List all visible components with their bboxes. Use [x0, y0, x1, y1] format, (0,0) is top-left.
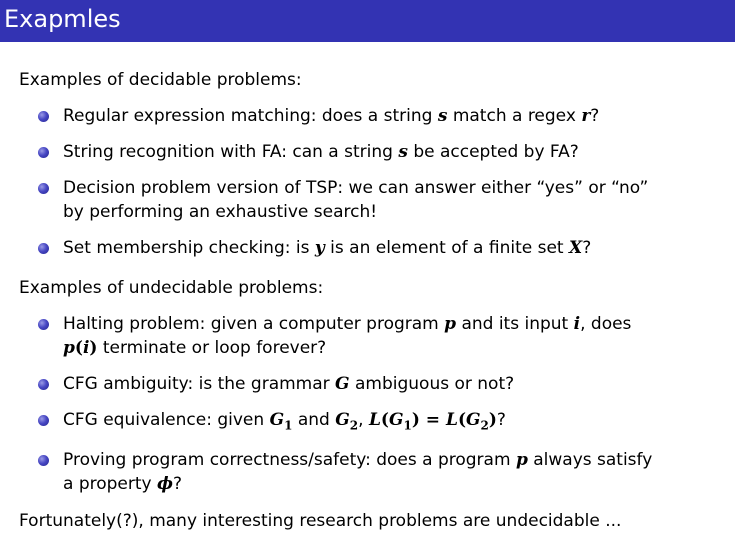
item-text: , does — [580, 314, 632, 334]
math-var: p — [63, 338, 75, 358]
item-text: ? — [590, 106, 600, 126]
list-item — [63, 236, 731, 260]
math-var: r — [581, 106, 591, 126]
bullet-icon — [38, 455, 49, 466]
math-var: X — [568, 238, 583, 258]
math-paren: ) — [89, 338, 98, 358]
undecidable-heading: Examples of undecidable problems: — [19, 278, 324, 298]
decidable-heading: Examples of decidable problems: — [19, 70, 302, 90]
list-item — [63, 176, 731, 224]
item-text: by performing an exhaustive search! — [63, 202, 378, 222]
math-var: i — [573, 314, 581, 334]
item-text: and — [292, 410, 336, 430]
item-text: terminate or loop forever? — [97, 338, 327, 358]
math-paren: ( — [380, 410, 389, 430]
item-text: be accepted by FA? — [407, 142, 579, 162]
math-var: G — [269, 410, 285, 430]
item-text: Decision problem version of TSP: we can answer either “yes” or “no” — [63, 178, 649, 198]
math-paren: ( — [74, 338, 83, 358]
list-item — [63, 372, 731, 396]
math-var: G — [335, 410, 350, 430]
math-paren: ) — [488, 410, 497, 430]
math-var: G — [388, 410, 404, 430]
item-text: ? — [173, 474, 183, 494]
math-subscript: 2 — [480, 418, 489, 433]
math-paren: ) — [411, 410, 420, 430]
math-equals: = — [419, 410, 446, 430]
footer-note: Fortunately(?), many interesting research problems are undecidable ... — [19, 511, 622, 531]
math-var: s — [437, 106, 448, 126]
math-var: s — [398, 142, 408, 162]
item-text: Set membership checking: is — [63, 238, 315, 258]
math-subscript: 1 — [403, 418, 412, 433]
slide-title: Exapmles — [4, 5, 121, 33]
math-var: ϕ — [157, 474, 174, 494]
item-text: match a regex — [447, 106, 582, 126]
math-var: G — [465, 410, 481, 430]
math-var: y — [314, 238, 325, 258]
item-text: ? — [496, 410, 506, 430]
item-text: CFG equivalence: given — [63, 410, 270, 430]
item-text: Halting problem: given a computer program — [63, 314, 445, 334]
bullet-icon — [38, 243, 49, 254]
math-paren: ( — [457, 410, 466, 430]
list-item — [63, 104, 731, 128]
item-text: , — [358, 410, 369, 430]
bullet-icon — [38, 415, 49, 426]
item-text: Regular expression matching: does a string — [63, 106, 438, 126]
list-item — [63, 140, 731, 164]
math-var: L — [445, 410, 458, 430]
item-text: ? — [582, 238, 592, 258]
item-text: String recognition with FA: can a string — [63, 142, 399, 162]
item-text: always satisfy — [527, 450, 653, 470]
bullet-icon — [38, 147, 49, 158]
item-text: Proving program correctness/safety: does a program — [63, 450, 516, 470]
math-subscript: 1 — [284, 418, 293, 433]
math-var: L — [368, 410, 381, 430]
math-var: p — [515, 450, 528, 470]
bullet-icon — [38, 111, 49, 122]
item-text: CFG ambiguity: is the grammar — [63, 374, 336, 394]
bullet-icon — [38, 183, 49, 194]
math-var: G — [335, 374, 350, 394]
list-item — [63, 448, 731, 496]
list-item — [63, 408, 731, 437]
item-text: is an element of a finite set — [324, 238, 569, 258]
math-subscript: 2 — [349, 418, 359, 433]
list-item — [63, 312, 731, 360]
math-var: p — [444, 314, 457, 334]
bullet-icon — [38, 379, 49, 390]
item-text: ambiguous or not? — [349, 374, 515, 394]
item-text: a property — [63, 474, 157, 494]
bullet-icon — [38, 319, 49, 330]
math-var: i — [82, 338, 90, 358]
item-text: and its input — [456, 314, 574, 334]
